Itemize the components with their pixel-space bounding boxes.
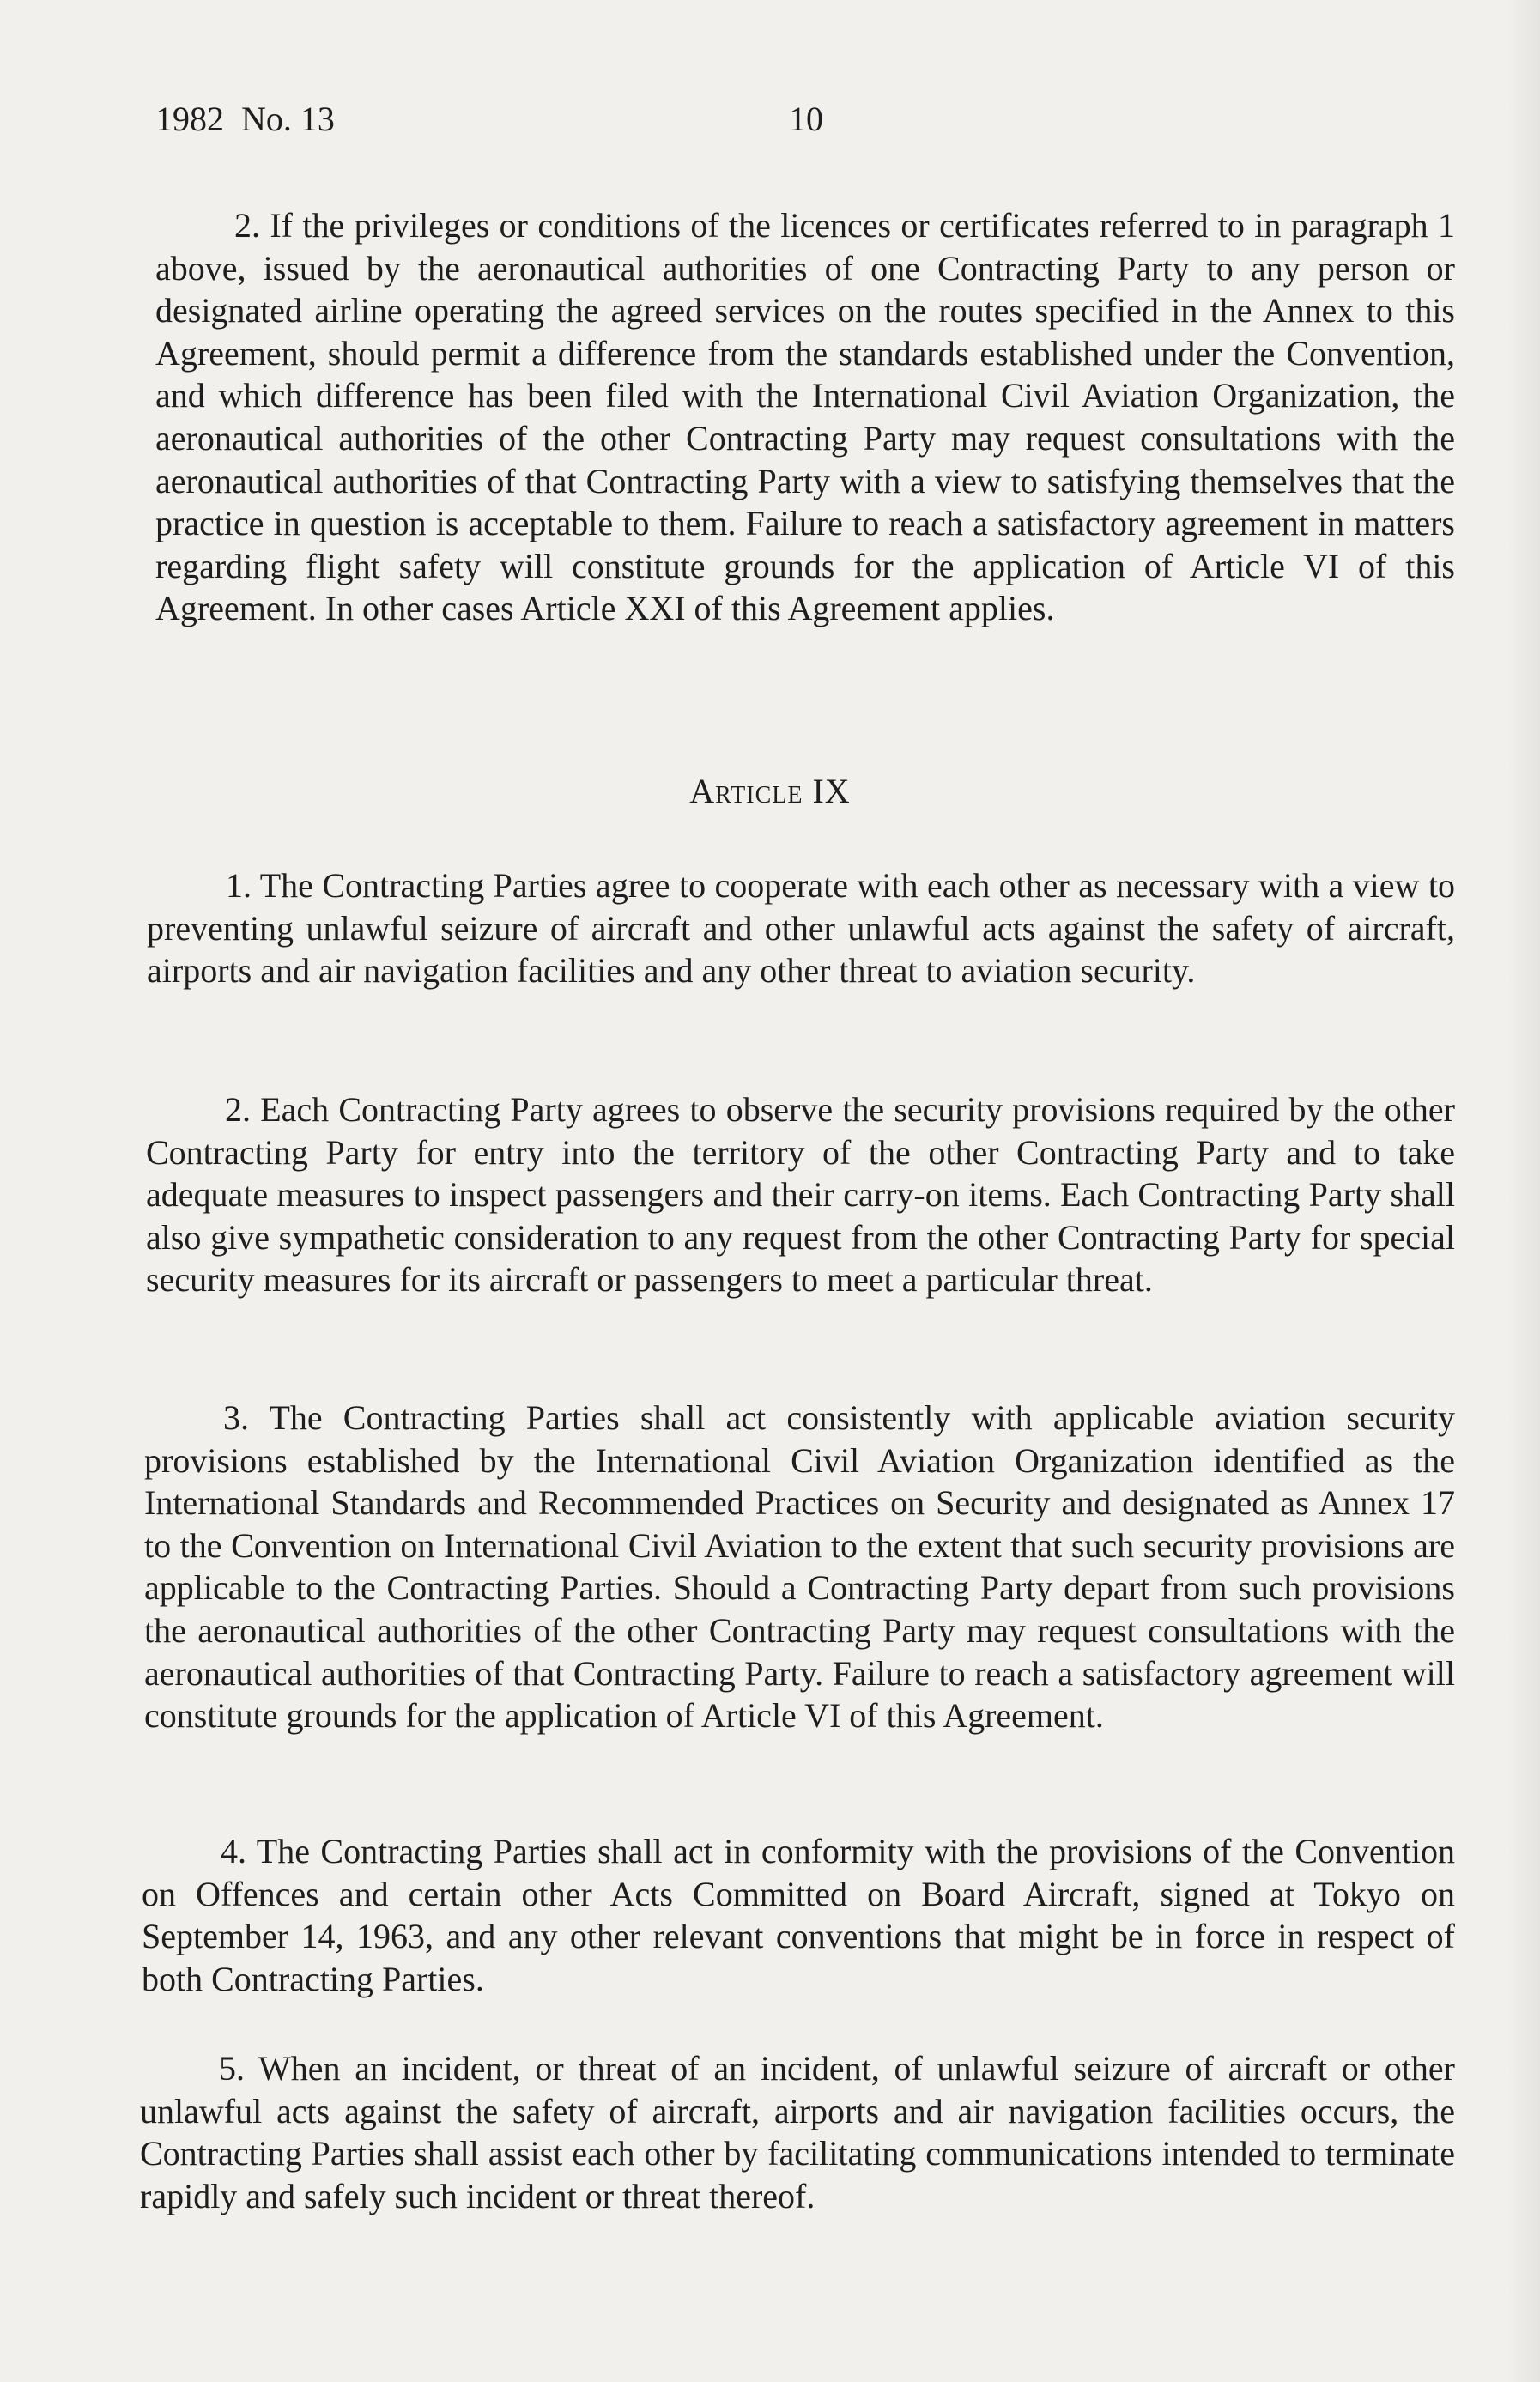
article-ix-section-4: 4. The Contracting Parties shall act in conformity with the provisions of the Convention on Offences and certain other Acts Committed on Board Aircraft, signed at Tokyo on September 14, 1963, and any other relevant conventions that might be in force in respect of both Contracting Parties. [142,1832,1455,1998]
article-ix-section-3: 3. The Contracting Parties shall act consistently with applicable aviation security provisions established by the International Civil Aviation Organization identified as the International Standards and Recommended Practices on Security and designated as Annex 17 to the Convention on International Civil Aviation to the extent that such security provisions are applicable to the Contracting Parties. Should a Contracting Party depart from such provisions the aeronautical authorities of the other Contracting Party may request consultations with the aeronautical authorities of that Contracting Party. Failure to reach a satisfactory agreement will constitute grounds for the application of Article VI of this Agreement. [144,1398,1455,1736]
article-heading: Article IX [689,772,851,810]
article-ix-section-5: 5. When an incident, or threat of an incident, of unlawful seizure of aircraft or other unlawful acts against the safety of aircraft, airports and air navigation facilities occurs, the Contracting Parties shall assist each other by facilitating communications intended to terminate rapidly and safely such incident or threat thereof. [140,2049,1455,2215]
page-number: 10 [789,100,823,138]
article-ix-section-2: 2. Each Contracting Party agrees to observe the security provisions required by the other Contracting Party for entry into the territory of the other Contracting Party and to take adequate measures to inspect passengers and their carry-on items. Each Contracting Party shall also give sympathetic consideration to any request from the other Contracting Party for special security measures for its aircraft or passengers to meet a particular threat. [146,1090,1455,1300]
article-ix-section-1: 1. The Contracting Parties agree to cooperate with each other as necessary with a view to preventing unlawful seizure of aircraft and other unlawful acts against the safety of aircraft, airports and air navigation facilities and any other threat to aviation security. [147,866,1455,991]
paragraph-article-viii-2: 2. If the privileges or conditions of the licences or certificates referred to in paragraph 1 above, issued by the aeronautical authorities of one Contracting Party to any person or designated airline operating the agreed services on the routes specified in the Annex to this Agreement, should permit a difference from the standards established under the Convention, and which difference has been filed with the International Civil Aviation Organization, the aeronautical authorities of the other Contracting Party may request consultations with the aeronautical authorities of that Contracting Party with a view to satisfying themselves that the practice in question is acceptable to them. Failure to reach a satisfactory agreement in matters regarding flight safety will constitute grounds for the application of Article VI of this Agreement. In other cases Article XXI of this Agreement applies. [155,206,1455,628]
running-header: 1982 No. 13 [155,100,335,138]
